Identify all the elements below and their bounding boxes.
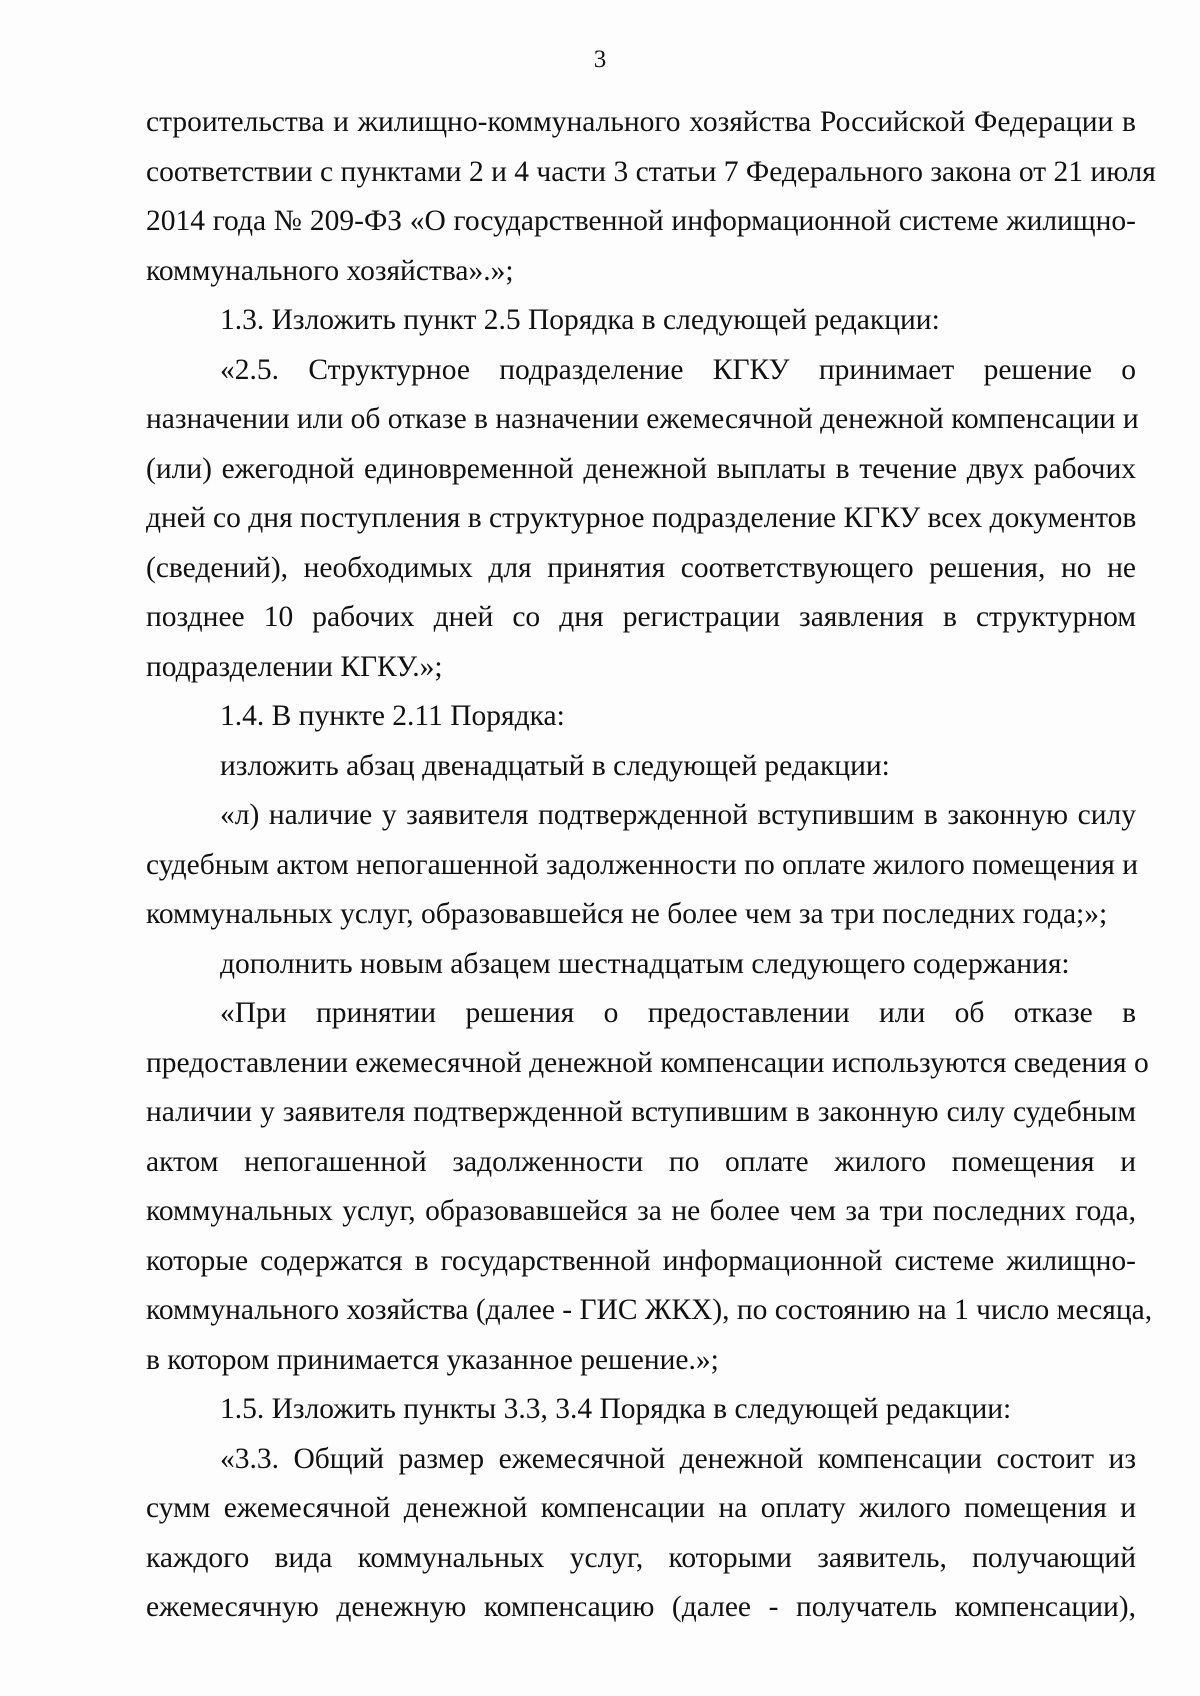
text-line: наличии у заявителя подтвержденной вступившим в законную силу судебным (146, 1096, 1136, 1128)
paragraph (146, 742, 1136, 792)
text-line: (сведений), необходимых для принятия соответствующего решения, но не (146, 551, 1136, 584)
text-line: в котором принимается указанное решение.»; (146, 1343, 719, 1376)
text-line: ежемесячную денежную компенсацию (далее - получатель компенсации), (146, 1591, 1136, 1623)
text-line: актом непогашенной задолженности по оплате жилого помещения и (146, 1145, 1136, 1178)
text-line: подразделении КГКУ.»; (146, 650, 443, 683)
paragraph (146, 791, 1139, 940)
paragraph (146, 692, 1136, 742)
text-line: коммунального хозяйства (далее - ГИС ЖКХ), по состоянию на 1 число месяца, (146, 1294, 1153, 1326)
text-line: строительства и жилищно-коммунального хозяйства Российской Федерации в (146, 106, 1136, 138)
text-line: «При принятии решения о предоставлении или об отказе в (220, 997, 1136, 1029)
paragraph (146, 989, 1153, 1385)
page-number: 3 (593, 46, 607, 73)
text-line: соответствии с пунктами 2 и 4 части 3 статьи 7 Федерального закона от 21 июля (146, 155, 1156, 188)
paragraph (146, 1385, 1136, 1435)
text-line: 1.5. Изложить пункты 3.3, 3.4 Порядка в следующей редакции: (220, 1393, 1012, 1425)
text-line: «2.5. Структурное подразделение КГКУ принимает решение о (220, 353, 1136, 386)
paragraph (146, 296, 1136, 346)
text-line: коммунальных услуг, образовавшейся за не более чем за три последних года, (146, 1195, 1136, 1227)
text-line: предоставлении ежемесячной денежной компенсации используются сведения о (146, 1046, 1149, 1079)
paragraph (146, 98, 1156, 296)
text-line: «л) наличие у заявителя подтвержденной вступившим в законную силу (220, 799, 1136, 831)
document-body (146, 98, 1156, 1633)
text-line: каждого вида коммунальных услуг, которыми заявитель, получающий (146, 1541, 1136, 1574)
text-line: 1.4. В пункте 2.11 Порядка: (220, 700, 565, 732)
text-line: «3.3. Общий размер ежемесячной денежной компенсации состоит из (220, 1442, 1136, 1475)
paragraph (146, 1435, 1136, 1633)
text-line: позднее 10 рабочих дней со дня регистрации заявления в структурном (146, 601, 1136, 633)
text-line: 2014 года № 209-ФЗ «О государственной информационной системе жилищно- (146, 205, 1136, 237)
text-line: коммунального хозяйства».»; (146, 254, 514, 287)
text-line: сумм ежемесячной денежной компенсации на оплату жилого помещения и (146, 1492, 1136, 1524)
paragraph (146, 940, 1136, 990)
text-line: изложить абзац двенадцатый в следующей редакции: (220, 749, 890, 782)
text-line: дополнить новым абзацем шестнадцатым следующего содержания: (220, 947, 1070, 980)
text-line: которые содержатся в государственной информационной системе жилищно- (146, 1244, 1136, 1277)
paragraph (146, 346, 1139, 693)
text-line: дней со дня поступления в структурное подразделение КГКУ всех документов (146, 502, 1137, 534)
text-line: 1.3. Изложить пункт 2.5 Порядка в следующей редакции: (220, 304, 940, 336)
text-line: коммунальных услуг, образовавшейся не более чем за три последних года;»; (146, 898, 1108, 930)
text-line: (или) ежегодной единовременной денежной выплаты в течение двух рабочих (146, 452, 1136, 485)
text-line: назначении или об отказе в назначении ежемесячной денежной компенсации и (146, 403, 1139, 435)
text-line: судебным актом непогашенной задолженности по оплате жилого помещения и (146, 848, 1139, 881)
